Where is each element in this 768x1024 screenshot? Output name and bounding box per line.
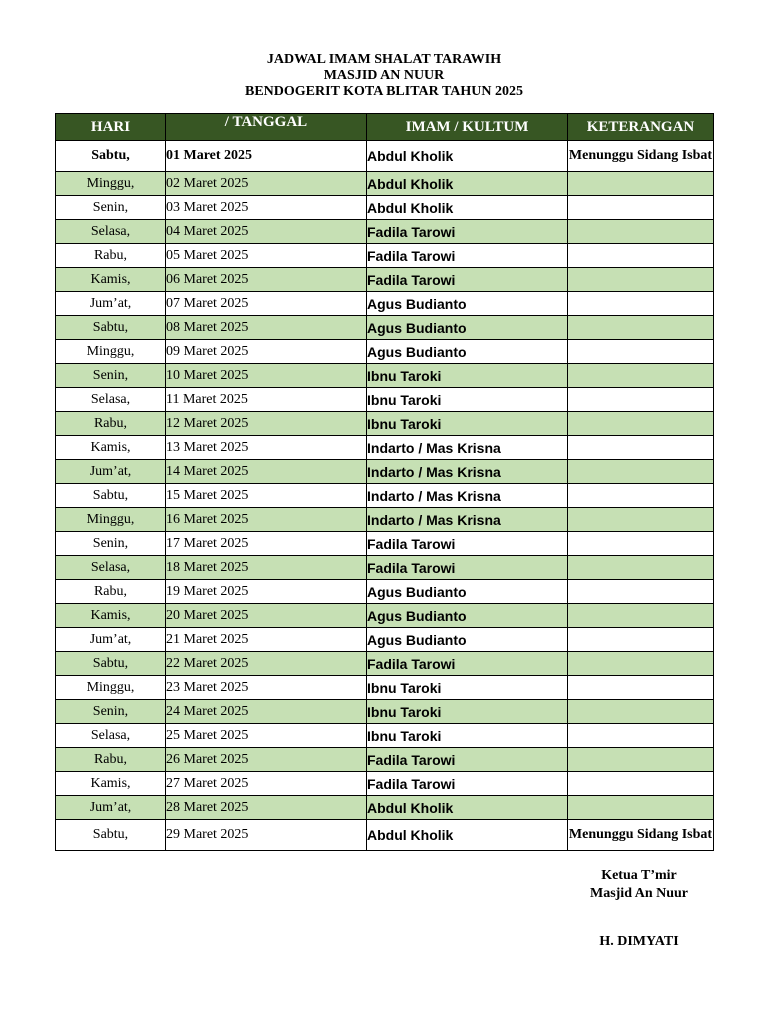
table-row [56,772,714,796]
cell-hari: Sabtu, [56,484,166,508]
cell-tanggal: 15 Maret 2025 [166,484,367,508]
cell-hari: Minggu, [56,340,166,364]
signature-line-1: Ketua T’mir [601,868,677,883]
cell-imam: Ibnu Taroki [367,700,568,724]
table-row [56,172,714,196]
cell-keterangan [568,676,714,700]
cell-tanggal: 17 Maret 2025 [166,532,367,556]
cell-hari: Rabu, [56,748,166,772]
cell-keterangan [568,292,714,316]
cell-keterangan [568,388,714,412]
cell-imam: Indarto / Mas Krisna [367,460,568,484]
cell-hari: Selasa, [56,556,166,580]
cell-hari: Jum’at, [56,796,166,820]
cell-keterangan [568,268,714,292]
cell-hari: Sabtu, [56,316,166,340]
column-header-imam: IMAM / KULTUM [367,114,568,141]
cell-keterangan [568,220,714,244]
cell-tanggal: 25 Maret 2025 [166,724,367,748]
cell-hari: Senin, [56,196,166,220]
table-row [56,508,714,532]
cell-hari: Selasa, [56,724,166,748]
signature-title [566,867,712,903]
table-header-row [56,114,714,141]
cell-keterangan [568,604,714,628]
signature-name: H. DIMYATI [599,934,679,949]
cell-imam: Agus Budianto [367,340,568,364]
cell-imam: Indarto / Mas Krisna [367,436,568,460]
table-row [56,436,714,460]
cell-hari: Jum’at, [56,628,166,652]
cell-tanggal: 26 Maret 2025 [166,748,367,772]
table-row [56,364,714,388]
cell-keterangan [568,700,714,724]
cell-hari: Minggu, [56,172,166,196]
cell-keterangan [568,748,714,772]
cell-keterangan [568,484,714,508]
cell-imam: Agus Budianto [367,604,568,628]
cell-keterangan [568,316,714,340]
cell-imam: Ibnu Taroki [367,412,568,436]
table-row [56,292,714,316]
cell-hari: Senin, [56,364,166,388]
cell-tanggal: 28 Maret 2025 [166,796,367,820]
cell-tanggal: 13 Maret 2025 [166,436,367,460]
cell-keterangan [568,724,714,748]
cell-imam: Abdul Kholik [367,820,568,851]
cell-hari: Jum’at, [56,292,166,316]
cell-tanggal: 22 Maret 2025 [166,652,367,676]
cell-keterangan [568,364,714,388]
cell-hari: Kamis, [56,268,166,292]
cell-hari: Minggu, [56,508,166,532]
document-title [0,52,768,100]
cell-tanggal: 21 Maret 2025 [166,628,367,652]
cell-imam: Ibnu Taroki [367,364,568,388]
table-row [56,141,714,172]
cell-tanggal: 29 Maret 2025 [166,820,367,851]
schedule-body [56,141,714,851]
cell-tanggal: 18 Maret 2025 [166,556,367,580]
cell-imam: Fadila Tarowi [367,532,568,556]
cell-imam: Fadila Tarowi [367,244,568,268]
cell-keterangan [568,196,714,220]
cell-tanggal: 09 Maret 2025 [166,340,367,364]
cell-keterangan [568,412,714,436]
cell-keterangan [568,796,714,820]
cell-imam: Fadila Tarowi [367,652,568,676]
cell-tanggal: 20 Maret 2025 [166,604,367,628]
cell-hari: Minggu, [56,676,166,700]
cell-hari: Rabu, [56,412,166,436]
cell-hari: Kamis, [56,436,166,460]
cell-tanggal: 01 Maret 2025 [166,141,367,172]
table-row [56,748,714,772]
cell-keterangan [568,772,714,796]
table-row [56,700,714,724]
cell-imam: Fadila Tarowi [367,268,568,292]
cell-imam: Abdul Kholik [367,796,568,820]
table-row [56,532,714,556]
table-row [56,268,714,292]
cell-keterangan [568,580,714,604]
table-row [56,316,714,340]
table-row [56,796,714,820]
schedule-table [55,113,714,851]
signature-line-2: Masjid An Nuur [589,886,689,901]
cell-keterangan [568,532,714,556]
table-row [56,604,714,628]
cell-tanggal: 12 Maret 2025 [166,412,367,436]
cell-keterangan [568,628,714,652]
cell-hari: Selasa, [56,388,166,412]
title-line-1: JADWAL IMAM SHALAT TARAWIH [266,52,502,67]
table-row [56,580,714,604]
cell-hari: Sabtu, [56,820,166,851]
cell-tanggal: 06 Maret 2025 [166,268,367,292]
cell-imam: Fadila Tarowi [367,772,568,796]
table-row [56,340,714,364]
table-row [56,820,714,851]
column-header-hari: HARI [56,114,166,141]
cell-keterangan: Menunggu Sidang Isbat [568,141,714,172]
cell-tanggal: 10 Maret 2025 [166,364,367,388]
cell-tanggal: 14 Maret 2025 [166,460,367,484]
cell-imam: Agus Budianto [367,316,568,340]
cell-hari: Kamis, [56,772,166,796]
cell-tanggal: 08 Maret 2025 [166,316,367,340]
cell-keterangan [568,340,714,364]
cell-keterangan [568,172,714,196]
title-line-2: MASJID AN NUUR [323,68,445,83]
cell-imam: Abdul Kholik [367,172,568,196]
cell-hari: Sabtu, [56,141,166,172]
cell-imam: Fadila Tarowi [367,748,568,772]
table-row [56,628,714,652]
cell-tanggal: 24 Maret 2025 [166,700,367,724]
cell-keterangan [568,460,714,484]
cell-hari: Sabtu, [56,652,166,676]
cell-imam: Fadila Tarowi [367,220,568,244]
table-row [56,676,714,700]
cell-imam: Abdul Kholik [367,196,568,220]
cell-tanggal: 11 Maret 2025 [166,388,367,412]
cell-hari: Rabu, [56,244,166,268]
cell-tanggal: 07 Maret 2025 [166,292,367,316]
cell-tanggal: 02 Maret 2025 [166,172,367,196]
table-row [56,388,714,412]
table-row [56,724,714,748]
column-header-tanggal [166,114,367,141]
column-header-keterangan: KETERANGAN [568,114,714,141]
cell-imam: Agus Budianto [367,580,568,604]
cell-imam: Fadila Tarowi [367,556,568,580]
cell-tanggal: 03 Maret 2025 [166,196,367,220]
cell-keterangan [568,508,714,532]
cell-tanggal: 19 Maret 2025 [166,580,367,604]
table-row [56,556,714,580]
table-row [56,196,714,220]
cell-imam: Ibnu Taroki [367,388,568,412]
table-row [56,484,714,508]
title-line-3: BENDOGERIT KOTA BLITAR TAHUN 2025 [245,84,523,99]
cell-imam: Ibnu Taroki [367,724,568,748]
table-row [56,412,714,436]
cell-imam: Agus Budianto [367,628,568,652]
table-row [56,460,714,484]
cell-keterangan [568,556,714,580]
cell-hari: Kamis, [56,604,166,628]
cell-imam: Indarto / Mas Krisna [367,508,568,532]
column-header-tanggal-label: / TANGGAL [224,113,308,130]
table-row [56,652,714,676]
cell-imam: Agus Budianto [367,292,568,316]
table-row [56,244,714,268]
cell-tanggal: 23 Maret 2025 [166,676,367,700]
cell-imam: Indarto / Mas Krisna [367,484,568,508]
cell-hari: Jum’at, [56,460,166,484]
cell-keterangan [568,244,714,268]
cell-tanggal: 04 Maret 2025 [166,220,367,244]
cell-hari: Rabu, [56,580,166,604]
cell-keterangan: Menunggu Sidang Isbat [568,820,714,851]
table-row [56,220,714,244]
cell-keterangan [568,652,714,676]
cell-hari: Senin, [56,700,166,724]
cell-imam: Abdul Kholik [367,141,568,172]
cell-tanggal: 05 Maret 2025 [166,244,367,268]
cell-keterangan [568,436,714,460]
cell-hari: Senin, [56,532,166,556]
cell-tanggal: 16 Maret 2025 [166,508,367,532]
cell-hari: Selasa, [56,220,166,244]
cell-tanggal: 27 Maret 2025 [166,772,367,796]
cell-imam: Ibnu Taroki [367,676,568,700]
